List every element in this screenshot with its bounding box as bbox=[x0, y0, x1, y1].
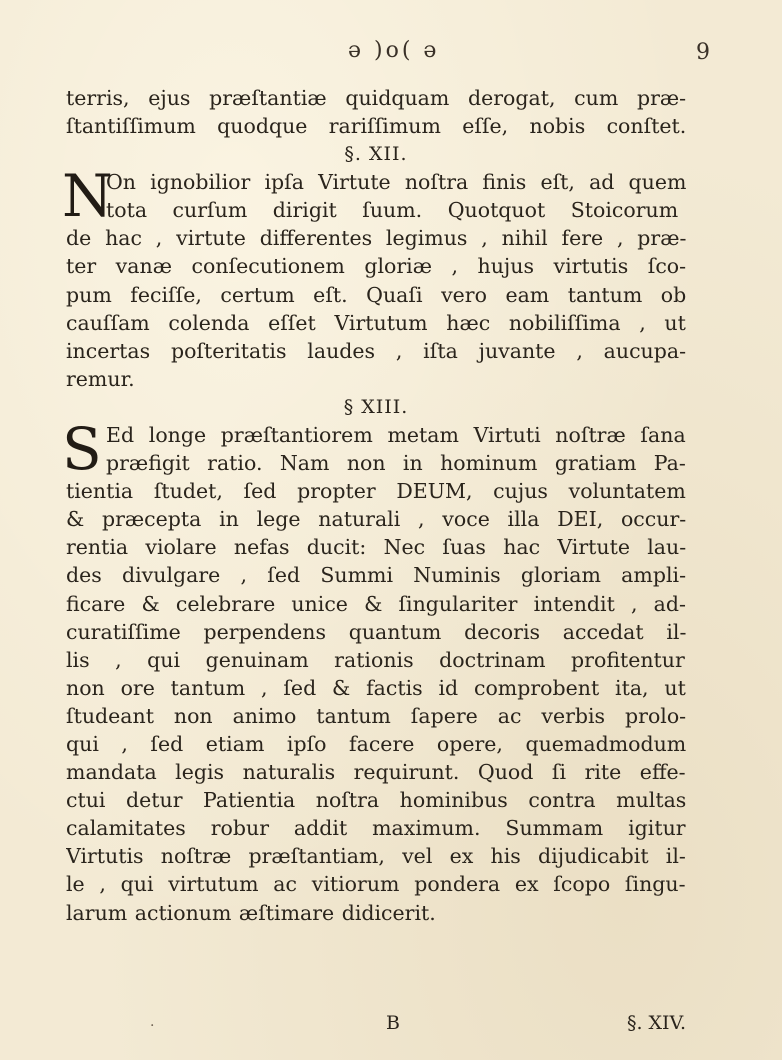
line-text: ter vanæ conſecutionem gloriæ , hujus virtutis ſco- bbox=[66, 254, 686, 279]
line-text: pum feciſſe, certum eſt. Quaſi vero eam tantum ob bbox=[66, 282, 686, 307]
line-text: & præcepta in lege naturali , voce illa DEI, occur- bbox=[66, 507, 686, 532]
line-text: curatiſſime perpendens quantum decoris accedat il- bbox=[66, 619, 686, 644]
text-line bbox=[66, 281, 686, 309]
text-line bbox=[66, 786, 686, 814]
text-line bbox=[66, 337, 686, 365]
text-line bbox=[66, 449, 686, 477]
main-text bbox=[62, 84, 686, 927]
section-heading-13: § XIII. bbox=[343, 395, 409, 418]
text-line bbox=[66, 309, 686, 337]
line-text: des divulgare , ſed Summi Numinis gloriam ampli- bbox=[66, 563, 686, 588]
line-text: Ed longe præſtantiorem metam Virtuti noſtræ ſana bbox=[106, 422, 686, 447]
dropcap-s: S bbox=[62, 414, 102, 483]
section-12-paragraph bbox=[62, 162, 686, 393]
dropcap-n: N bbox=[62, 162, 113, 231]
text-line bbox=[66, 730, 686, 758]
line-text: non ore tantum , ſed & factis id comprobent ita, ut bbox=[66, 675, 686, 700]
text-line bbox=[66, 196, 686, 224]
text-line bbox=[66, 590, 686, 618]
page-footer bbox=[66, 1012, 686, 1042]
line-text: mandata legis naturalis requirunt. Quod ſi rite effe- bbox=[66, 760, 686, 785]
text-line bbox=[66, 505, 686, 533]
catchword: §. XIV. bbox=[626, 1012, 686, 1034]
line-text: præfigit ratio. Nam non in hominum gratiam Pa- bbox=[106, 451, 686, 476]
header-ornament: ə )o( ə bbox=[348, 38, 440, 63]
section-heading-12: §. XII. bbox=[344, 143, 408, 166]
line-text: cauſſam colenda eſſet Virtutum hæc nobiliſſima , ut bbox=[66, 310, 686, 335]
line-text: qui , ſed etiam ipſo facere opere, quemadmodum bbox=[66, 731, 686, 756]
text-line bbox=[66, 899, 686, 927]
line-text: terris, ejus præſtantiæ quidquam derogat, cum præ- bbox=[66, 86, 686, 110]
text-line bbox=[66, 646, 686, 674]
line-text: On ignobilior ipſa Virtute noſtra finis eſt, ad quem bbox=[106, 170, 686, 195]
text-line bbox=[66, 421, 686, 449]
section-13-paragraph bbox=[62, 414, 686, 927]
signature-mark: B bbox=[386, 1012, 400, 1034]
line-text: de hac , virtute differentes legimus , nihil fere , præ- bbox=[66, 226, 686, 251]
line-text: rentia violare nefas ducit: Nec ſuas hac Virtute lau- bbox=[66, 535, 686, 560]
line-text: larum actionum æſtimare didicerit. bbox=[66, 900, 436, 925]
line-text: incertas poſteritatis laudes , iſta juvante , aucupa- bbox=[66, 338, 686, 363]
line-text: Virtutis noſtræ præſtantiam, vel ex his dijudicabit il- bbox=[66, 844, 686, 869]
line-text: ſtantiſſimum quodque rariſſimum eſſe, nobis conſtet. bbox=[66, 114, 686, 139]
line-text: lis , qui genuinam rationis doctrinam profitentur bbox=[66, 647, 685, 672]
text-line bbox=[66, 84, 686, 112]
text-line bbox=[66, 112, 686, 140]
line-text: tota curſum dirigit ſuum. Quotquot Stoicorum bbox=[106, 198, 679, 223]
running-header bbox=[60, 38, 710, 68]
text-line bbox=[66, 477, 686, 505]
line-text: tientia ſtudet, ſed propter DEUM, cujus voluntatem bbox=[66, 479, 686, 504]
line-text: remur. bbox=[66, 366, 135, 391]
text-line bbox=[66, 168, 686, 196]
text-line bbox=[66, 533, 686, 561]
text-line bbox=[66, 758, 686, 786]
line-text: calamitates robur addit maximum. Summam igitur bbox=[66, 816, 686, 841]
line-text: ſtudeant non animo tantum ſapere ac verbis prolo- bbox=[66, 703, 686, 728]
footer-dot: · bbox=[150, 1018, 155, 1034]
text-line bbox=[66, 224, 686, 252]
line-text: ctui detur Patientia noſtra hominibus contra multas bbox=[66, 788, 686, 813]
text-line bbox=[66, 814, 686, 842]
line-text: le , qui virtutum ac vitiorum pondera ex ſcopo ſingu- bbox=[66, 872, 686, 897]
text-line bbox=[66, 561, 686, 589]
text-line bbox=[66, 618, 686, 646]
text-line bbox=[66, 870, 686, 898]
text-line bbox=[66, 842, 686, 870]
text-line bbox=[66, 674, 686, 702]
text-line bbox=[66, 702, 686, 730]
text-line bbox=[66, 365, 686, 393]
page-number: 9 bbox=[696, 40, 710, 65]
line-text: ficare & celebrare unice & ſingulariter intendit , ad- bbox=[66, 591, 686, 616]
text-line bbox=[66, 252, 686, 280]
